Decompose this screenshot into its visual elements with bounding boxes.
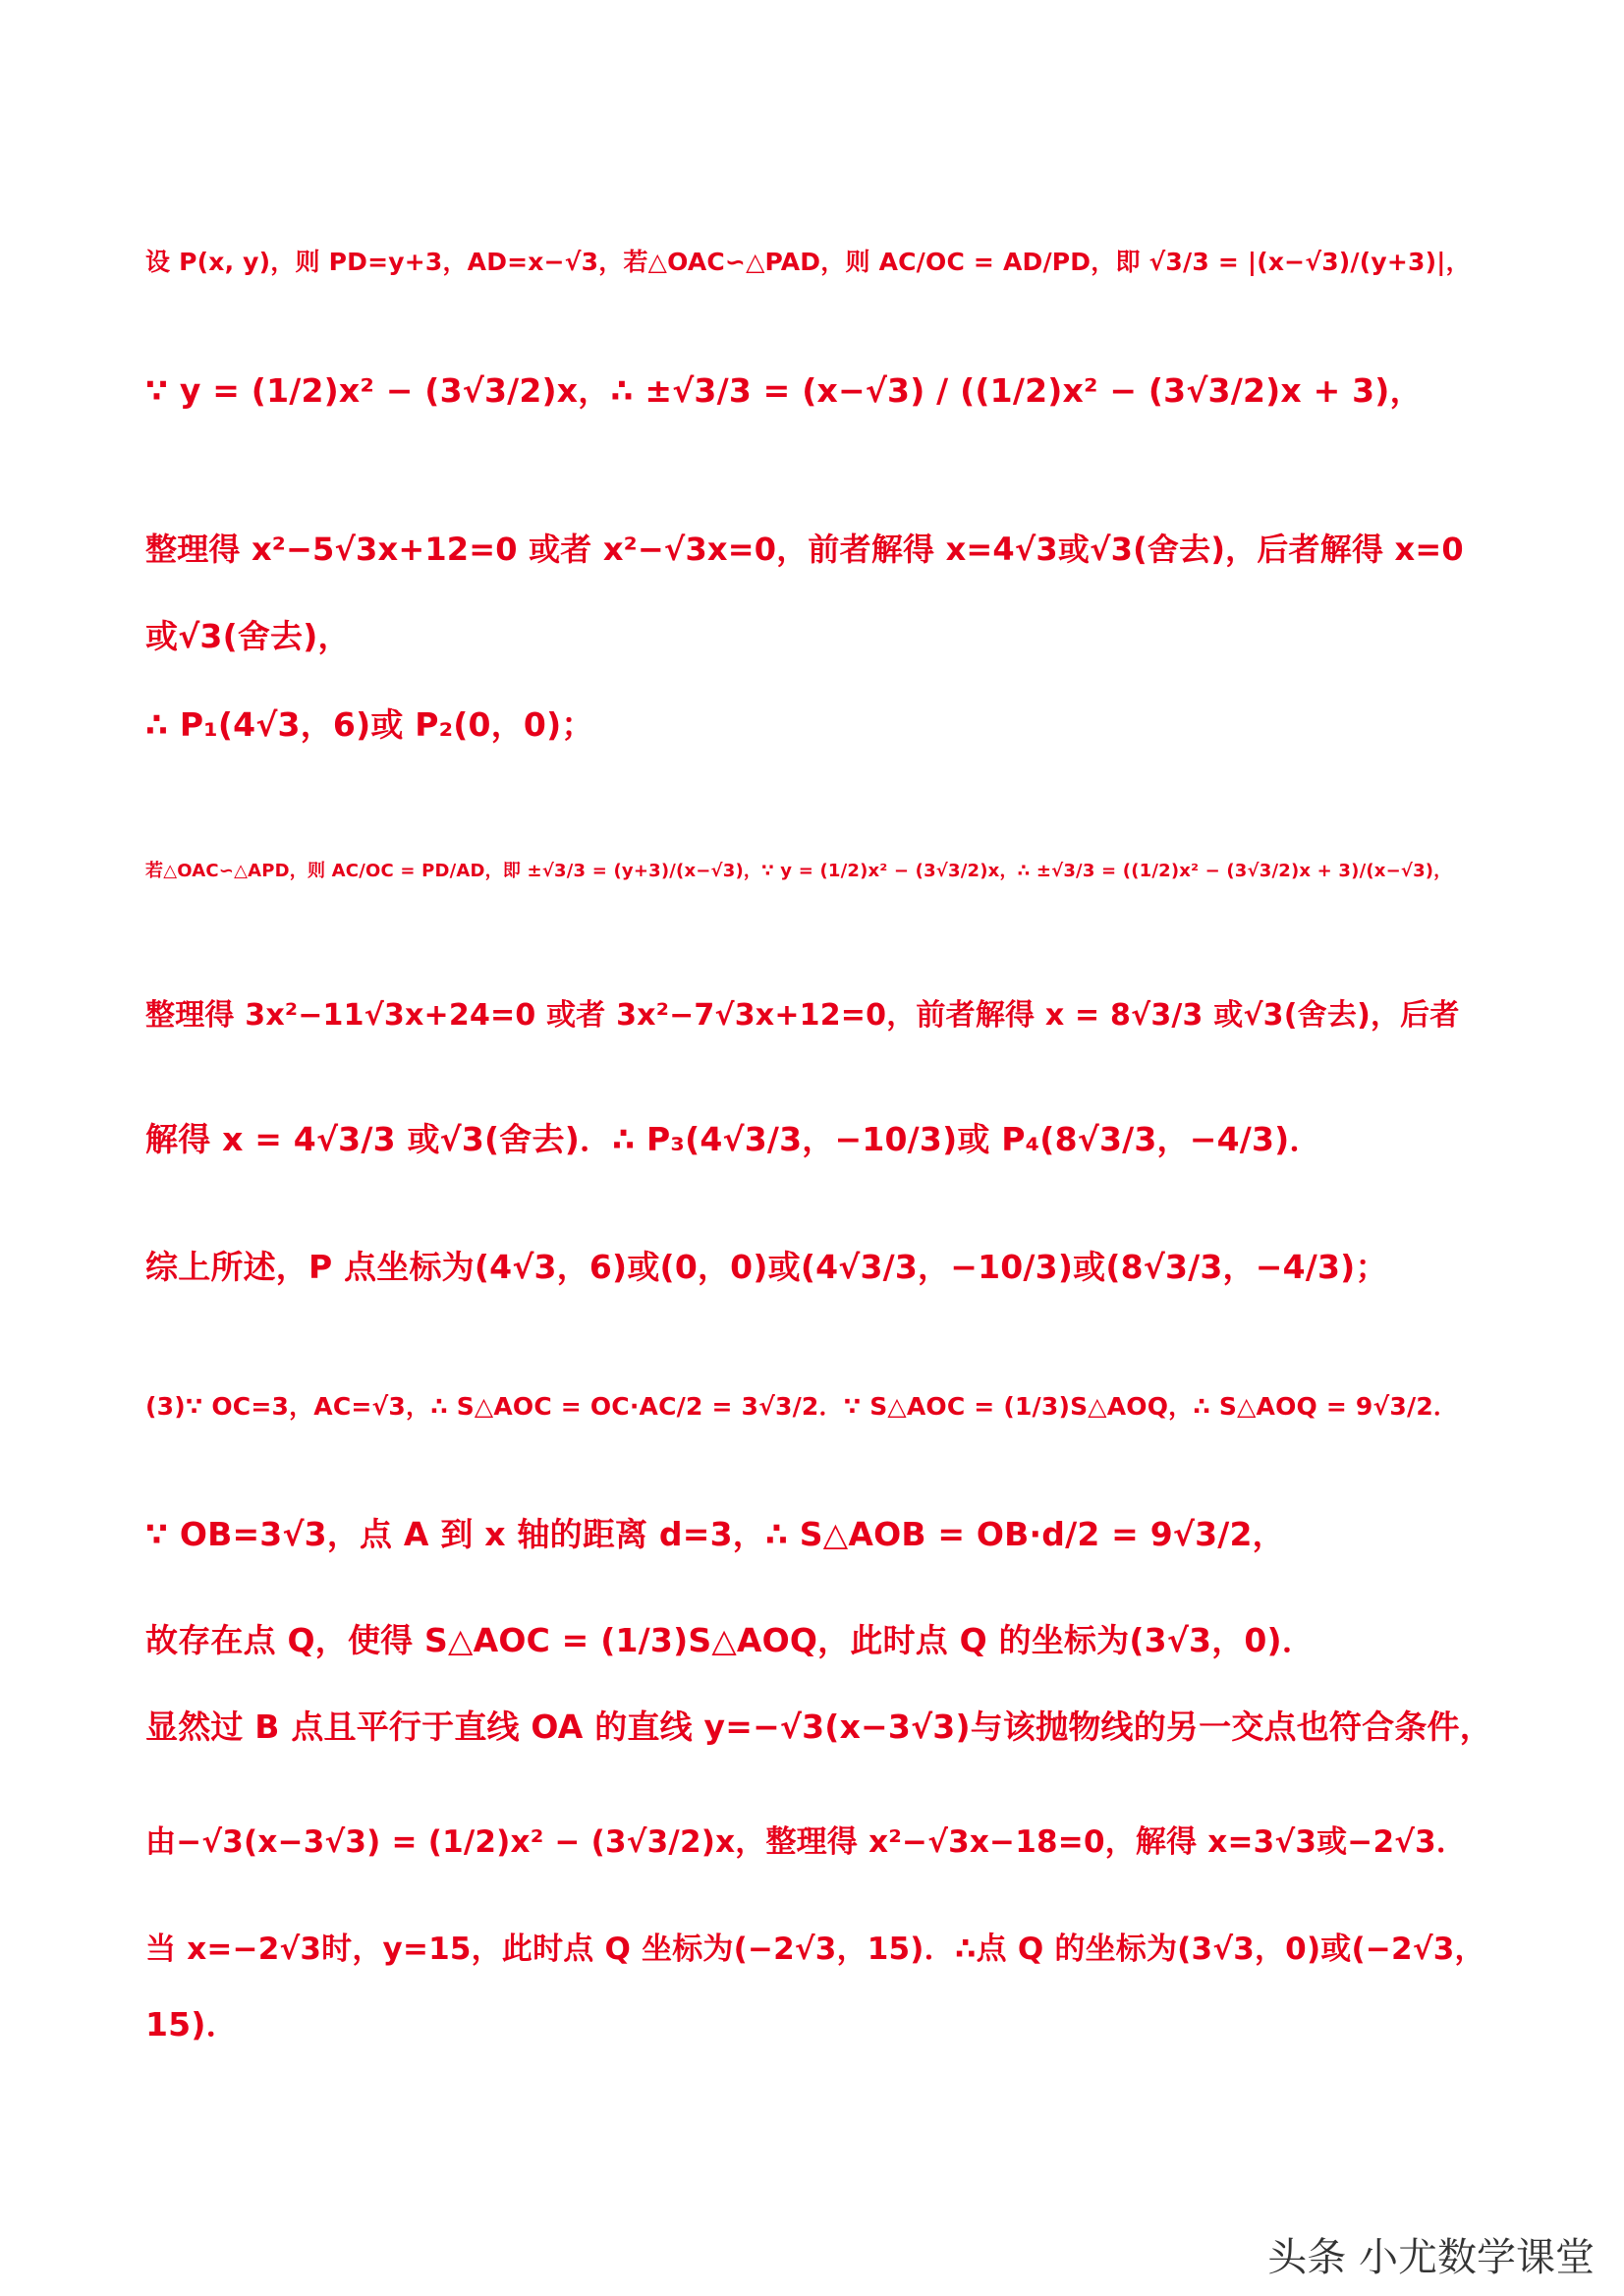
solution-line-1: 设 P(x, y)，则 PD=y+3，AD=x−√3，若△OAC∽△PAD，则 AC/OC = AD/PD，即 √3/3 = |(x−√3)/(y+3)|， (145, 248, 1471, 276)
solution-line-13: 显然过 B 点且平行于直线 OA 的直线 y=−√3(x−3√3)与该抛物线的另一交点也符合条件， (145, 1707, 1492, 1746)
solution-line-15: 当 x=−2√3时，y=15，此时点 Q 坐标为(−2√3，15)．∴点 Q 的坐标为(3√3，0)或(−2√3， (145, 1931, 1485, 1967)
solution-line-8: 解得 x = 4√3/3 或√3(舍去)．∴ P₃(4√3/3，−10/3)或 P₄(8√3/3，−4/3)． (145, 1119, 1322, 1158)
solution-line-14: 由−√3(x−3√3) = (1/2)x² − (3√3/2)x，整理得 x²−√3x−18=0，解得 x=3√3或−2√3． (145, 1823, 1468, 1860)
solution-line-11: ∵ OB=3√3，点 A 到 x 轴的距离 d=3，∴ S△AOB = OB·d/2 = 9√3/2， (145, 1514, 1285, 1553)
solution-line-9: 综上所述，P 点坐标为(4√3，6)或(0，0)或(4√3/3，−10/3)或(8√3/3，−4/3)； (145, 1247, 1388, 1286)
solution-line-2: ∵ y = (1/2)x² − (3√3/2)x，∴ ±√3/3 = (x−√3) / ((1/2)x² − (3√3/2)x + 3)， (145, 370, 1423, 410)
solution-line-12: 故存在点 Q，使得 S△AOC = (1/3)S△AOQ，此时点 Q 的坐标为(3√3，0)． (145, 1620, 1316, 1659)
watermark-text: 头条 小尤数学课堂 (1267, 2234, 1595, 2280)
solution-line-4: 或√3(舍去)， (145, 616, 351, 655)
solution-line-7: 整理得 3x²−11√3x+24=0 或者 3x²−7√3x+12=0，前者解得 x = 8√3/3 或√3(舍去)，后者 (145, 998, 1460, 1033)
solution-line-16: 15)． (145, 2004, 239, 2044)
solution-line-6: 若△OAC∽△APD，则 AC/OC = PD/AD，即 ±√3/3 = (y+3)/(x−√3)，∵ y = (1/2)x² − (3√3/2)x，∴ ±√3/3 = ((1/2)x² − (3√3/2)x + 3)/(x−√3)， (145, 861, 1452, 881)
solution-line-3: 整理得 x²−5√3x+12=0 或者 x²−√3x=0，前者解得 x=4√3或√3(舍去)，后者解得 x=0 (145, 531, 1464, 568)
solution-line-5: ∴ P₁(4√3，6)或 P₂(0，0)； (145, 704, 594, 744)
watermark (1267, 2219, 1595, 2288)
solution-line-10: (3)∵ OC=3，AC=√3，∴ S△AOC = OC·AC/2 = 3√3/2．∵ S△AOC = (1/3)S△AOQ，∴ S△AOQ = 9√3/2． (145, 1392, 1459, 1421)
